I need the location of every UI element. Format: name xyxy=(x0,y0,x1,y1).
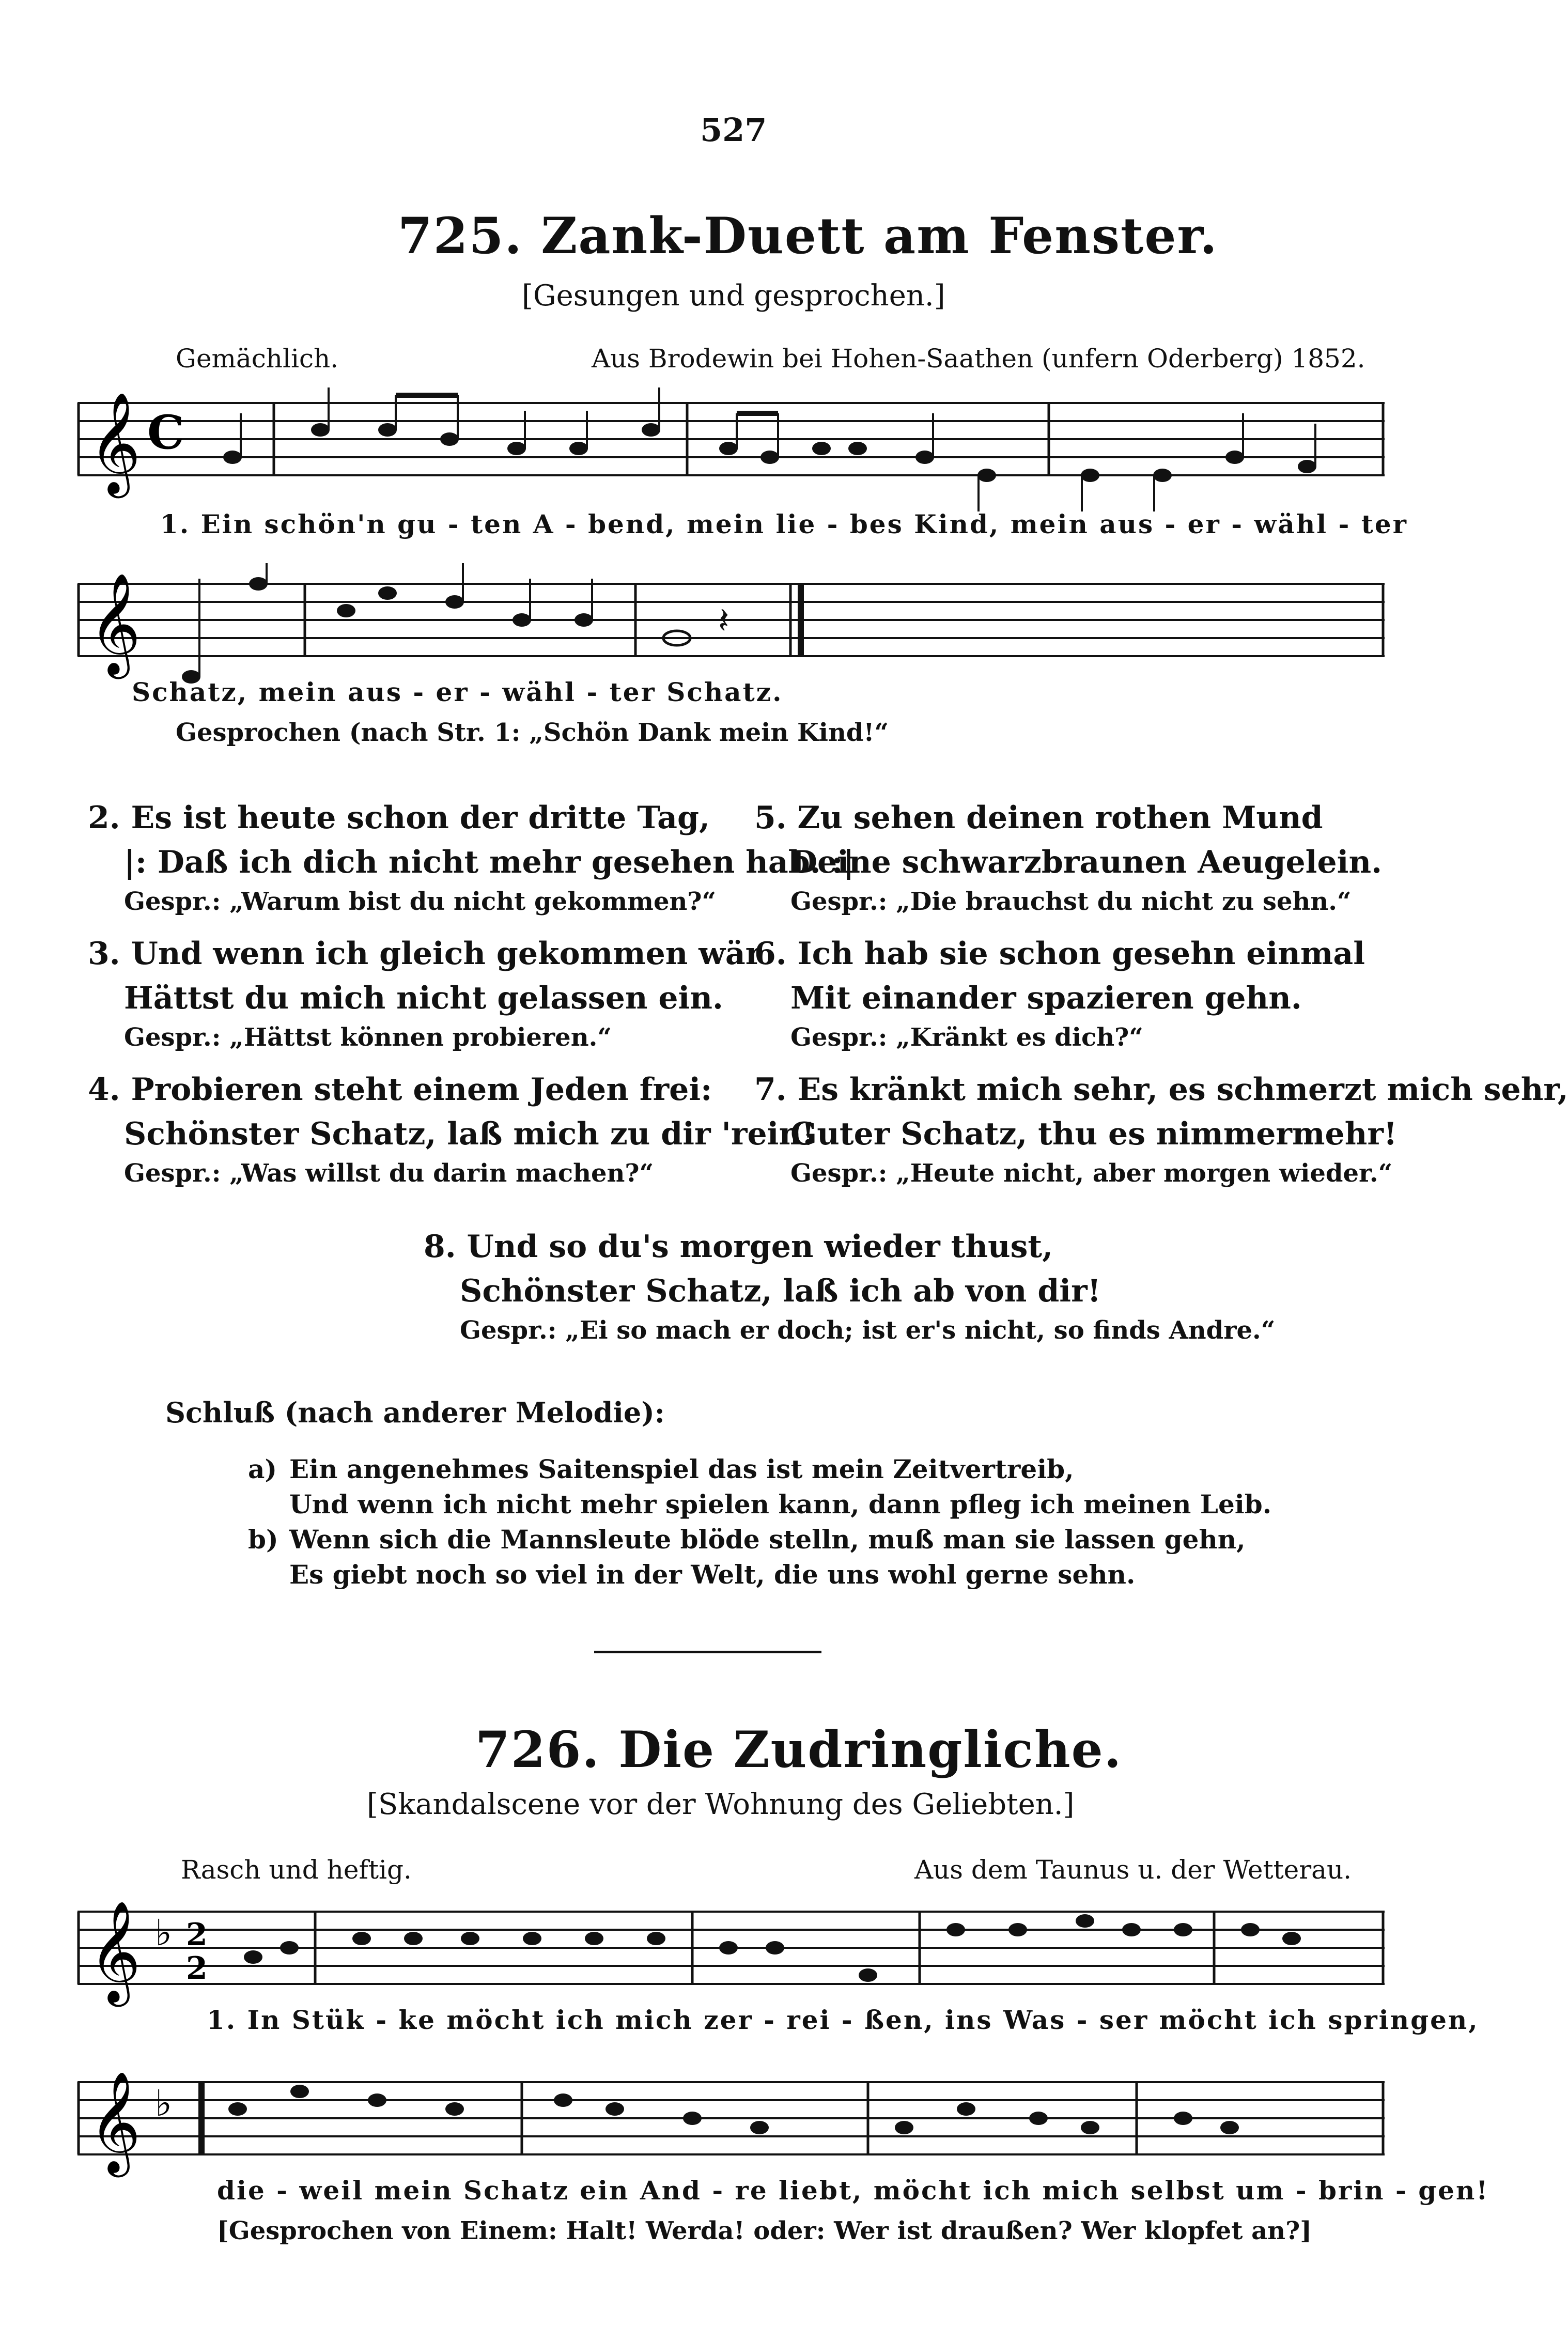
verse-4: 4. Probieren steht einem Jeden frei: xyxy=(88,1072,712,1108)
lyrics-line: 1. In Stük - ke möcht ich mich zer - rei - ßen, ins Was - ser möcht ich springen, xyxy=(207,2005,1479,2035)
verse-3: 3. Und wenn ich gleich gekommen wär xyxy=(88,936,762,972)
verse-5: 5. Zu sehen deinen rothen Mund xyxy=(754,800,1323,836)
verse-6: 6. Ich hab sie schon gesehn einmal xyxy=(754,936,1365,972)
song-title: 725. Zank-Duett am Fenster. xyxy=(398,207,1218,265)
verse-8: 8. Und so du's morgen wieder thust, Schönster Schatz, laß ich ab von dir! Gespr.: „Ei so mach er doch; ist er's nicht, so finds Andre.“ xyxy=(424,1229,1276,1345)
schluss-heading: Schluß (nach anderer Melodie): xyxy=(165,1396,665,1429)
svg-text:𝄞: 𝄞 xyxy=(89,572,141,675)
song-title: 726. Die Zudringliche. xyxy=(475,1720,1123,1779)
music-staff-3 xyxy=(77,1891,1385,2010)
svg-text:𝄽: 𝄽 xyxy=(718,599,729,642)
schluss-block: a) Ein angenehmes Saitenspiel das ist mein Zeitvertreib, Und wenn ich nicht mehr spielen kann, dann pfleg ich meinen Leib. b) Wenn sich die Mannsleute blöde stelln, muß man sie lassen gehn, Es giebt noch so viel in der Welt, die uns wohl gerne sehn. xyxy=(248,1454,1272,1590)
svg-text:𝄞: 𝄞 xyxy=(89,1900,141,2003)
divider xyxy=(594,1651,821,1653)
time-signature: C xyxy=(147,405,184,460)
tempo-marking: Rasch und heftig. xyxy=(181,1855,412,1885)
music-staff-2 xyxy=(77,563,1385,682)
tempo-marking: Gemächlich. xyxy=(176,344,339,374)
music-staff-4 xyxy=(77,2061,1385,2180)
lyrics-line: Schatz, mein aus - er - wähl - ter Schatz. xyxy=(132,677,783,707)
svg-text:♭: ♭ xyxy=(155,2082,173,2124)
music-staff-1 xyxy=(77,382,1385,522)
svg-text:2: 2 xyxy=(186,1917,208,1953)
treble-clef-icon: 𝄞 xyxy=(89,392,141,494)
spoken-note: Gesprochen (nach Str. 1: „Schön Dank mein Kind!“ xyxy=(176,718,889,747)
svg-text:2: 2 xyxy=(186,1950,208,1987)
song-source: Aus Brodewin bei Hohen-Saathen (unfern Oderberg) 1852. xyxy=(592,344,1365,374)
song-source: Aus dem Taunus u. der Wetterau. xyxy=(914,1855,1352,1885)
verse-2: 2. Es ist heute schon der dritte Tag, xyxy=(88,800,710,836)
spoken-note: [Gesprochen von Einem: Halt! Werda! oder: Wer ist draußen? Wer klopfet an?] xyxy=(217,2216,1312,2245)
verse-column-left: 2. Es ist heute schon der dritte Tag, |: Daß ich dich nicht mehr gesehen hab. :| Gespr.: „Warum bist du nicht gekommen?“ 3. Und wenn ich gleich gekommen wär Hättst du mich nicht gelassen ein. Gespr.: „Hättst können probieren.“ 4. Probieren steht einem Jeden frei: Schönster Schatz, laß mich zu dir 'rein! Gespr.: „Was willst du darin machen?“ xyxy=(88,796,854,1188)
svg-text:𝄞: 𝄞 xyxy=(89,2071,141,2173)
verse-column-right: 5. Zu sehen deinen rothen Mund Deine schwarzbraunen Aeugelein. Gespr.: „Die brauchst du nicht zu sehn.“ 6. Ich hab sie schon gesehn einmal Mit einander spazieren gehn. Gespr.: „Kränkt es dich?“ 7. Es kränkt mich sehr, es schmerzt mich sehr, Guter Schatz, thu es nimmermehr! Gespr.: „Heute nicht, aber morgen wieder.“ xyxy=(754,796,1568,1188)
page-number: 527 xyxy=(700,111,767,149)
lyrics-line: die - weil mein Schatz ein And - re liebt, möcht ich mich selbst um - brin - gen! xyxy=(217,2175,1489,2206)
song-subtitle: [Gesungen und gesprochen.] xyxy=(522,279,945,313)
lyrics-line: 1. Ein schön'n gu - ten A - bend, mein lie - bes Kind, mein aus - er - wähl - ter xyxy=(160,509,1408,539)
verse-7: 7. Es kränkt mich sehr, es schmerzt mich sehr, xyxy=(754,1072,1568,1108)
song-subtitle: [Skandalscene vor der Wohnung des Geliebten.] xyxy=(367,1788,1075,1821)
flat-icon: ♭ xyxy=(155,1912,173,1954)
